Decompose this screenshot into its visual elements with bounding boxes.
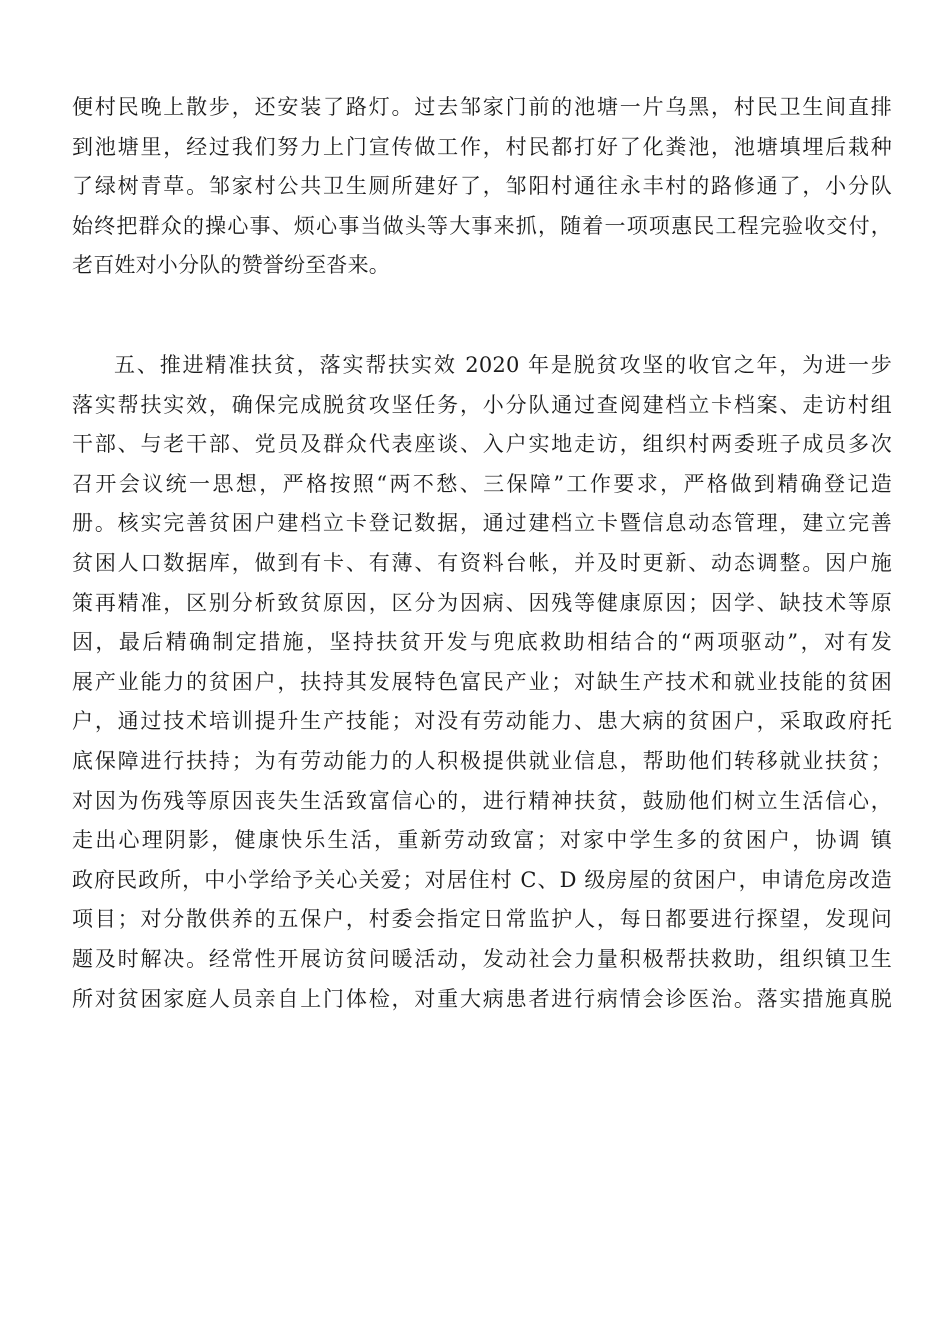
text-line: 项目；对分散供养的五保户，村委会指定日常监护人，每日都要进行探望，发现问 <box>72 907 892 932</box>
text-line: 便村民晚上散步，还安装了路灯。过去邹家门前的池塘一片乌黑，村民卫生间直排 <box>72 95 892 119</box>
text-line: 户，通过技术培训提升生产技能；对没有劳动能力、患大病的贫困户，采取政府托 <box>72 709 892 734</box>
text-line: 五、推进精准扶贫，落实帮扶实效 2020 年是脱贫攻坚的收官之年，为进一步 <box>114 353 892 377</box>
text-line: 策再精准，区别分析致贫原因，区分为因病、因残等健康原因；因学、缺技术等原 <box>72 590 892 615</box>
text-line: 落实帮扶实效，确保完成脱贫攻坚任务，小分队通过查阅建档立卡档案、走访村组 <box>72 392 892 417</box>
text-line: 因，最后精确制定措施，坚持扶贫开发与兜底救助相结合的“两项驱动”，对有发 <box>72 630 892 655</box>
text-line: 干部、与老干部、党员及群众代表座谈、入户实地走访，组织村两委班子成员多次 <box>72 432 892 457</box>
text-line: 始终把群众的操心事、烦心事当做头等大事来抓，随着一项项惠民工程完验收交付， <box>72 213 892 238</box>
text-line: 老百姓对小分队的赞誉纷至沓来。 <box>72 253 390 278</box>
text-line: 底保障进行扶持；为有劳动能力的人积极提供就业信息，帮助他们转移就业扶贫； <box>72 748 892 773</box>
text-line: 题及时解决。经常性开展访贫问暖活动，发动社会力量积极帮扶救助，组织镇卫生 <box>72 946 892 971</box>
text-line: 了绿树青草。邹家村公共卫生厕所建好了，邹阳村通往永丰村的路修通了，小分队 <box>72 174 892 199</box>
text-line: 对因为伤残等原因丧失生活致富信心的，进行精神扶贫，鼓励他们树立生活信心， <box>72 788 892 813</box>
text-line: 政府民政所，中小学给予关心关爱；对居住村 C、D 级房屋的贫困户，申请危房改造 <box>72 867 892 892</box>
text-line: 展产业能力的贫困户，扶持其发展特色富民产业；对缺生产技术和就业技能的贫困 <box>72 669 892 694</box>
paragraph-village-environment <box>72 88 892 286</box>
text-line: 到池塘里，经过我们努力上门宣传做工作，村民都打好了化粪池，池塘填埋后栽种 <box>72 134 892 159</box>
text-line: 册。核实完善贫困户建档立卡登记数据，通过建档立卡暨信息动态管理，建立完善 <box>72 511 892 536</box>
text-line: 走出心理阴影，健康快乐生活，重新劳动致富；对家中学生多的贫困户，协调 镇 <box>72 828 892 853</box>
text-line: 贫困人口数据库，做到有卡、有薄、有资料台帐，并及时更新、动态调整。因户施 <box>72 550 892 575</box>
paragraph-precise-poverty-alleviation <box>72 346 892 1019</box>
text-line: 召开会议统一思想，严格按照“两不愁、三保障”工作要求，严格做到精确登记造 <box>72 471 892 496</box>
text-line: 所对贫困家庭人员亲自上门体检，对重大病患者进行病情会诊医治。落实措施真脱 <box>72 986 892 1011</box>
